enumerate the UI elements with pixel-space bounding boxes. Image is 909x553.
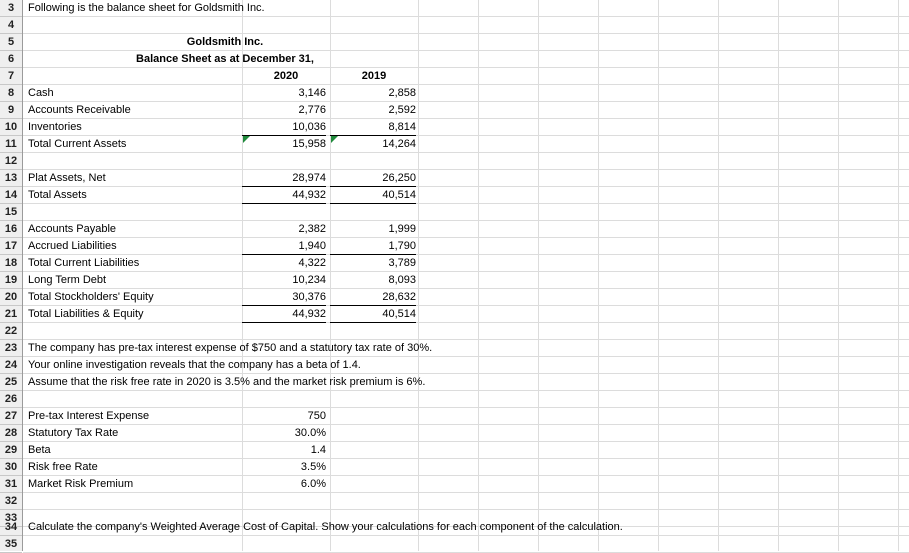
value-2019[interactable]: 2,858 — [388, 87, 416, 99]
value-2020[interactable]: 44,932 — [242, 306, 326, 323]
row-header[interactable]: 26 — [0, 391, 22, 408]
row-header[interactable]: 8 — [0, 85, 22, 102]
value-2020[interactable]: 2,776 — [298, 104, 326, 116]
row-label[interactable]: Total Assets — [28, 189, 87, 201]
row-label[interactable]: Plat Assets, Net — [28, 172, 106, 184]
row-header[interactable]: 28 — [0, 425, 22, 442]
value-2019[interactable]: 1,999 — [388, 223, 416, 235]
row-label[interactable]: Total Current Assets — [28, 138, 127, 150]
row-header[interactable]: 32 — [0, 493, 22, 510]
row-header[interactable]: 20 — [0, 289, 22, 306]
row-header[interactable]: 16 — [0, 221, 22, 238]
value-2020[interactable]: 2,382 — [298, 223, 326, 235]
row-header[interactable]: 3 — [0, 0, 22, 17]
value-2020[interactable]: 44,932 — [242, 187, 326, 204]
input-label[interactable]: Risk free Rate — [28, 461, 98, 473]
value-2019[interactable]: 1,790 — [330, 238, 416, 255]
company-name[interactable]: Goldsmith Inc. — [186, 36, 264, 48]
row-header[interactable]: 15 — [0, 204, 22, 221]
input-value[interactable]: 30.0% — [294, 427, 326, 439]
value-2019[interactable]: 40,514 — [330, 187, 416, 204]
note-text[interactable]: The company has pre-tax interest expense of $750 and a statutory tax rate of 30%. — [28, 342, 433, 354]
row-header[interactable]: 24 — [0, 357, 22, 374]
row-label[interactable]: Total Liabilities & Equity — [28, 308, 144, 320]
row-label[interactable]: Accounts Payable — [28, 223, 117, 235]
row-header[interactable]: 33 — [0, 510, 22, 527]
input-label[interactable]: Pre-tax Interest Expense — [28, 410, 150, 422]
row-header[interactable]: 12 — [0, 153, 22, 170]
row-header[interactable]: 11 — [0, 136, 22, 153]
value-2019[interactable]: 8,814 — [330, 119, 416, 136]
value-2020[interactable]: 10,036 — [242, 119, 326, 136]
input-value[interactable]: 3.5% — [300, 461, 326, 473]
year-2019-header[interactable]: 2019 — [361, 70, 387, 82]
value-2019[interactable]: 14,264 — [382, 138, 416, 150]
row-header[interactable]: 25 — [0, 374, 22, 391]
input-label[interactable]: Market Risk Premium — [28, 478, 134, 490]
intro-text[interactable]: Following is the balance sheet for Goldsmith Inc. — [28, 2, 265, 14]
row-label[interactable]: Accounts Receivable — [28, 104, 131, 116]
task-text[interactable]: Calculate the company's Weighted Average Cost of Capital. Show your calculations for each component of the calculation. — [28, 521, 623, 533]
row-header[interactable]: 5 — [0, 34, 22, 51]
value-2019[interactable]: 3,789 — [388, 257, 416, 269]
value-2020[interactable]: 3,146 — [298, 87, 326, 99]
row-header[interactable]: 29 — [0, 442, 22, 459]
row-header[interactable]: 31 — [0, 476, 22, 493]
row-header[interactable]: 9 — [0, 102, 22, 119]
row-header[interactable]: 35 — [0, 536, 22, 553]
value-2019[interactable]: 26,250 — [330, 170, 416, 187]
value-2020[interactable]: 15,958 — [292, 138, 326, 150]
input-label[interactable]: Statutory Tax Rate — [28, 427, 119, 439]
row-header[interactable]: 13 — [0, 170, 22, 187]
row-header[interactable]: 10 — [0, 119, 22, 136]
row-label[interactable]: Inventories — [28, 121, 82, 133]
row-label[interactable]: Total Current Liabilities — [28, 257, 140, 269]
row-header[interactable]: 4 — [0, 17, 22, 34]
note-text[interactable]: Assume that the risk free rate in 2020 is 3.5% and the market risk premium is 6%. — [28, 376, 426, 388]
value-2019[interactable]: 28,632 — [330, 289, 416, 306]
value-2020[interactable]: 10,234 — [292, 274, 326, 286]
row-label[interactable]: Total Stockholders' Equity — [28, 291, 154, 303]
row-header[interactable]: 34 — [0, 519, 22, 536]
year-2020-header[interactable]: 2020 — [273, 70, 299, 82]
value-2019[interactable]: 8,093 — [388, 274, 416, 286]
row-header[interactable]: 21 — [0, 306, 22, 323]
note-text[interactable]: Your online investigation reveals that the company has a beta of 1.4. — [28, 359, 361, 371]
row-label[interactable]: Cash — [28, 87, 54, 99]
value-2020[interactable]: 28,974 — [242, 170, 326, 187]
row-header[interactable]: 19 — [0, 272, 22, 289]
value-2019[interactable]: 40,514 — [330, 306, 416, 323]
row-header[interactable]: 18 — [0, 255, 22, 272]
row-header[interactable]: 17 — [0, 238, 22, 255]
row-label[interactable]: Accrued Liabilities — [28, 240, 117, 252]
input-value[interactable]: 1.4 — [310, 444, 326, 456]
value-2020[interactable]: 4,322 — [298, 257, 326, 269]
row-header[interactable]: 27 — [0, 408, 22, 425]
row-label[interactable]: Long Term Debt — [28, 274, 107, 286]
value-2020[interactable]: 1,940 — [242, 238, 326, 255]
row-header[interactable]: 14 — [0, 187, 22, 204]
input-label[interactable]: Beta — [28, 444, 51, 456]
row-header[interactable]: 6 — [0, 51, 22, 68]
row-header[interactable]: 7 — [0, 68, 22, 85]
value-2020[interactable]: 30,376 — [242, 289, 326, 306]
value-2019[interactable]: 2,592 — [388, 104, 416, 116]
row-header[interactable]: 30 — [0, 459, 22, 476]
row-header[interactable]: 23 — [0, 340, 22, 357]
input-value[interactable]: 750 — [307, 410, 326, 422]
row-header[interactable]: 22 — [0, 323, 22, 340]
balance-sheet-title[interactable]: Balance Sheet as at December 31, — [136, 53, 314, 65]
input-value[interactable]: 6.0% — [300, 478, 326, 490]
